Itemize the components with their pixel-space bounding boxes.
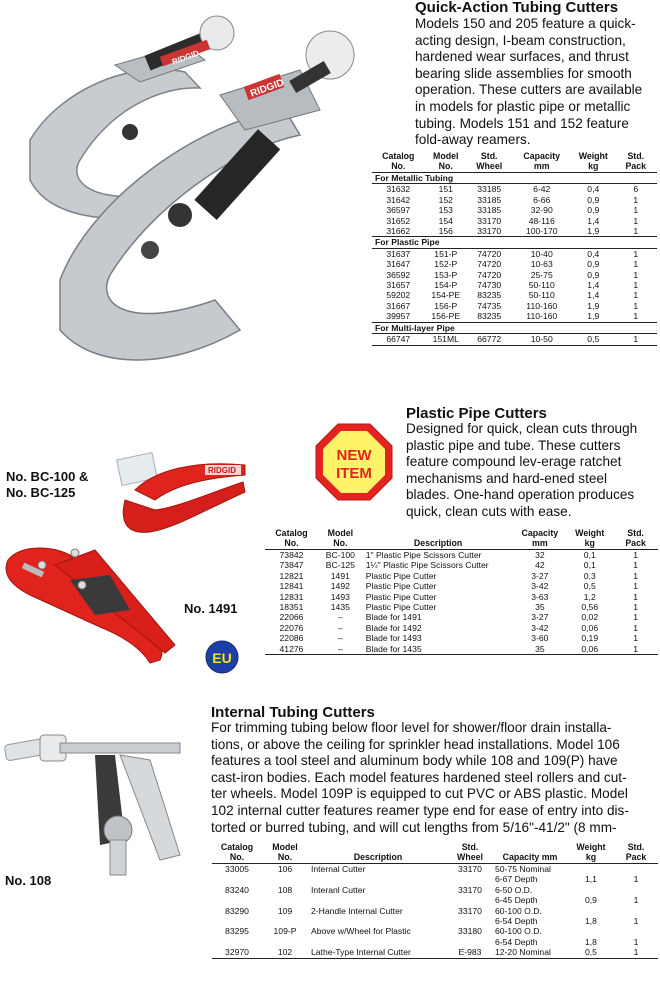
table-row: 6-54 Depth 1,8 1 bbox=[495, 936, 639, 947]
col-header: Capacity mm bbox=[492, 841, 568, 864]
col-header: Catalog No. bbox=[372, 150, 425, 173]
col-header: Std. Pack bbox=[613, 527, 658, 550]
col-header: Model No. bbox=[262, 841, 308, 864]
table-group-header: For Metallic Tubing bbox=[372, 173, 657, 184]
svg-text:NEW: NEW bbox=[336, 447, 372, 464]
svg-text:ITEM: ITEM bbox=[336, 465, 372, 482]
table-row: 6-45 Depth 0,9 1 bbox=[495, 895, 639, 906]
internal-cutters-spec-table bbox=[212, 841, 658, 959]
quick-action-cutters-photo bbox=[0, 0, 380, 400]
bc-scissors-cutter-photo bbox=[95, 440, 255, 540]
table-row: 83295 109-P Above w/Wheel for Plastic 33180 60-100 O.D. bbox=[225, 926, 542, 937]
plastic-cutters-spec-table bbox=[265, 527, 658, 655]
table-row: 31632 151 33185 6-42 0,4 6 bbox=[386, 184, 639, 195]
ratchet-cutter-1491-photo bbox=[0, 535, 205, 675]
table-row: 36592 153-P 74720 25-75 0,9 1 bbox=[386, 269, 639, 280]
table-row: 59202 154-PE 83235 50-110 1,4 1 bbox=[386, 290, 639, 301]
table-row: 73847 BC-125 1¼" Plastic Pipe Scissors Cutter 42 0,1 1 bbox=[279, 560, 638, 571]
label-bc-models: No. BC-100 & No. BC-125 bbox=[6, 469, 89, 500]
svg-text:EU: EU bbox=[212, 650, 232, 666]
table-row: 31637 151-P 74720 10-40 0,4 1 bbox=[386, 248, 639, 259]
col-header: Model No. bbox=[318, 527, 363, 550]
table-group-header: For Plastic Pipe bbox=[372, 237, 657, 248]
ridgid-logo-large: RIDGID bbox=[248, 77, 286, 100]
plastic-cutters-description: Designed for quick, clean cuts through plastic pipe and tube. These cutters feature compound lev-erage ratchet mechanisms and hard-ened steel blades. One-hand operation produces quick, clean cuts with ease. bbox=[406, 421, 638, 519]
table-row: 31662 156 33170 100-170 1,9 1 bbox=[386, 226, 639, 237]
table-row: 12841 1492 Plastic Pipe Cutter 3-42 0,5 1 bbox=[279, 581, 638, 592]
table-row: 12821 1491 Plastic Pipe Cutter 3-27 0,3 1 bbox=[279, 570, 638, 581]
table-row: 32970 102 Lathe-Type Internal Cutter E-983 12-20 Nominal 0,5 1 bbox=[212, 947, 658, 958]
internal-cutters-title: Internal Tubing Cutters bbox=[211, 704, 375, 721]
col-header: Catalog No. bbox=[212, 841, 262, 864]
table-row: 66747 151ML 66772 10-50 0,5 1 bbox=[372, 334, 657, 345]
col-header: Capacity mm bbox=[511, 150, 572, 173]
table-row: 31647 152-P 74720 10-63 0,9 1 bbox=[386, 259, 639, 270]
ridgid-logo-small: RIDGID bbox=[170, 48, 201, 67]
table-row: 18351 1435 Plastic Pipe Cutter 35 0,56 1 bbox=[279, 602, 638, 613]
label-108: No. 108 bbox=[5, 873, 52, 888]
ridgid-logo: RIDGID bbox=[208, 466, 236, 475]
col-header: Model No. bbox=[425, 150, 467, 173]
table-row: 31652 154 33170 48-116 1,4 1 bbox=[386, 215, 639, 226]
quick-action-description: Models 150 and 205 feature a quick- acting design, I-beam construction, hardened wear surfaces, and thrust bearing slide assemblies for smooth operation. These cutters are available in models for plastic pipe or metallic tubing. Models 151 and 152 feature fold-away reamers. bbox=[415, 16, 643, 148]
col-header: Std. Wheel bbox=[467, 150, 511, 173]
table-row: 83240 108 Interanl Cutter 33170 6-50 O.D. bbox=[225, 884, 533, 895]
table-row: 22076 – Blade for 1492 3-42 0,06 1 bbox=[279, 622, 638, 633]
table-row: 73842 BC-100 1" Plastic Pipe Scissors Cutter 32 0,1 1 bbox=[279, 550, 638, 560]
col-header: Std. Pack bbox=[615, 150, 658, 173]
col-header: Std. Pack bbox=[614, 841, 658, 864]
table-row: 31642 152 33185 6-66 0,9 1 bbox=[386, 194, 639, 205]
col-header: Description bbox=[308, 841, 448, 864]
col-header: Capacity mm bbox=[513, 527, 566, 550]
eu-badge bbox=[205, 640, 239, 674]
table-row: 22086 – Blade for 1493 3-60 0,19 1 bbox=[279, 633, 638, 644]
col-header: Std. Wheel bbox=[448, 841, 492, 864]
table-row: 31667 156-P 74735 110-160 1,9 1 bbox=[386, 300, 639, 311]
table-row: 83290 109 2-Handle Internal Cutter 33170 60-100 O.D. bbox=[225, 905, 542, 916]
col-header: Weight kg bbox=[568, 841, 614, 864]
label-1491: No. 1491 bbox=[184, 601, 238, 616]
table-group-header: For Multi-layer Pipe bbox=[372, 322, 657, 333]
table-row: 39957 156-PE 83235 110-160 1,9 1 bbox=[386, 311, 639, 322]
quick-action-title: Quick-Action Tubing Cutters bbox=[415, 0, 619, 16]
col-header: Description bbox=[363, 527, 514, 550]
col-header: Weight kg bbox=[572, 150, 614, 173]
col-header: Catalog No. bbox=[265, 527, 318, 550]
internal-cutters-description: For trimming tubing below floor level for shower/floor drain installa- tions, or above the ceiling for sprinkler head installations. Model 106 features a tool steel and aluminum body while 108 and 109(P) have cast-iron bodies. Each model features hardened steel rollers and cut- ter wheels. Model 109P is equipped to cut PVC or ABS plastic. Model 102 internal cutter features reamer type end for ease of entry into dis- torted or burred tubing, and will cut lengths from 5/16"-41/2" (8 mm- bbox=[211, 720, 629, 835]
table-row: 6-54 Depth 1,8 1 bbox=[495, 916, 639, 927]
table-row: 22066 – Blade for 1491 3-27 0,02 1 bbox=[279, 612, 638, 623]
new-item-badge bbox=[312, 420, 396, 504]
internal-cutter-108-photo bbox=[0, 715, 210, 880]
table-row: 31657 154-P 74730 50-110 1,4 1 bbox=[386, 280, 639, 291]
table-row: 36597 153 33185 32-90 0,9 1 bbox=[386, 205, 639, 216]
table-row: 33005 106 Internal Cutter 33170 50-75 Nominal bbox=[225, 864, 551, 874]
table-row: 12831 1493 Plastic Pipe Cutter 3-63 1,2 1 bbox=[279, 591, 638, 602]
table-row: 41276 – Blade for 1435 35 0,06 1 bbox=[265, 644, 658, 655]
plastic-cutters-title: Plastic Pipe Cutters bbox=[406, 405, 547, 422]
table-row: 6-67 Depth 1,1 1 bbox=[495, 874, 639, 885]
col-header: Weight kg bbox=[566, 527, 613, 550]
quick-action-spec-table bbox=[372, 150, 657, 346]
